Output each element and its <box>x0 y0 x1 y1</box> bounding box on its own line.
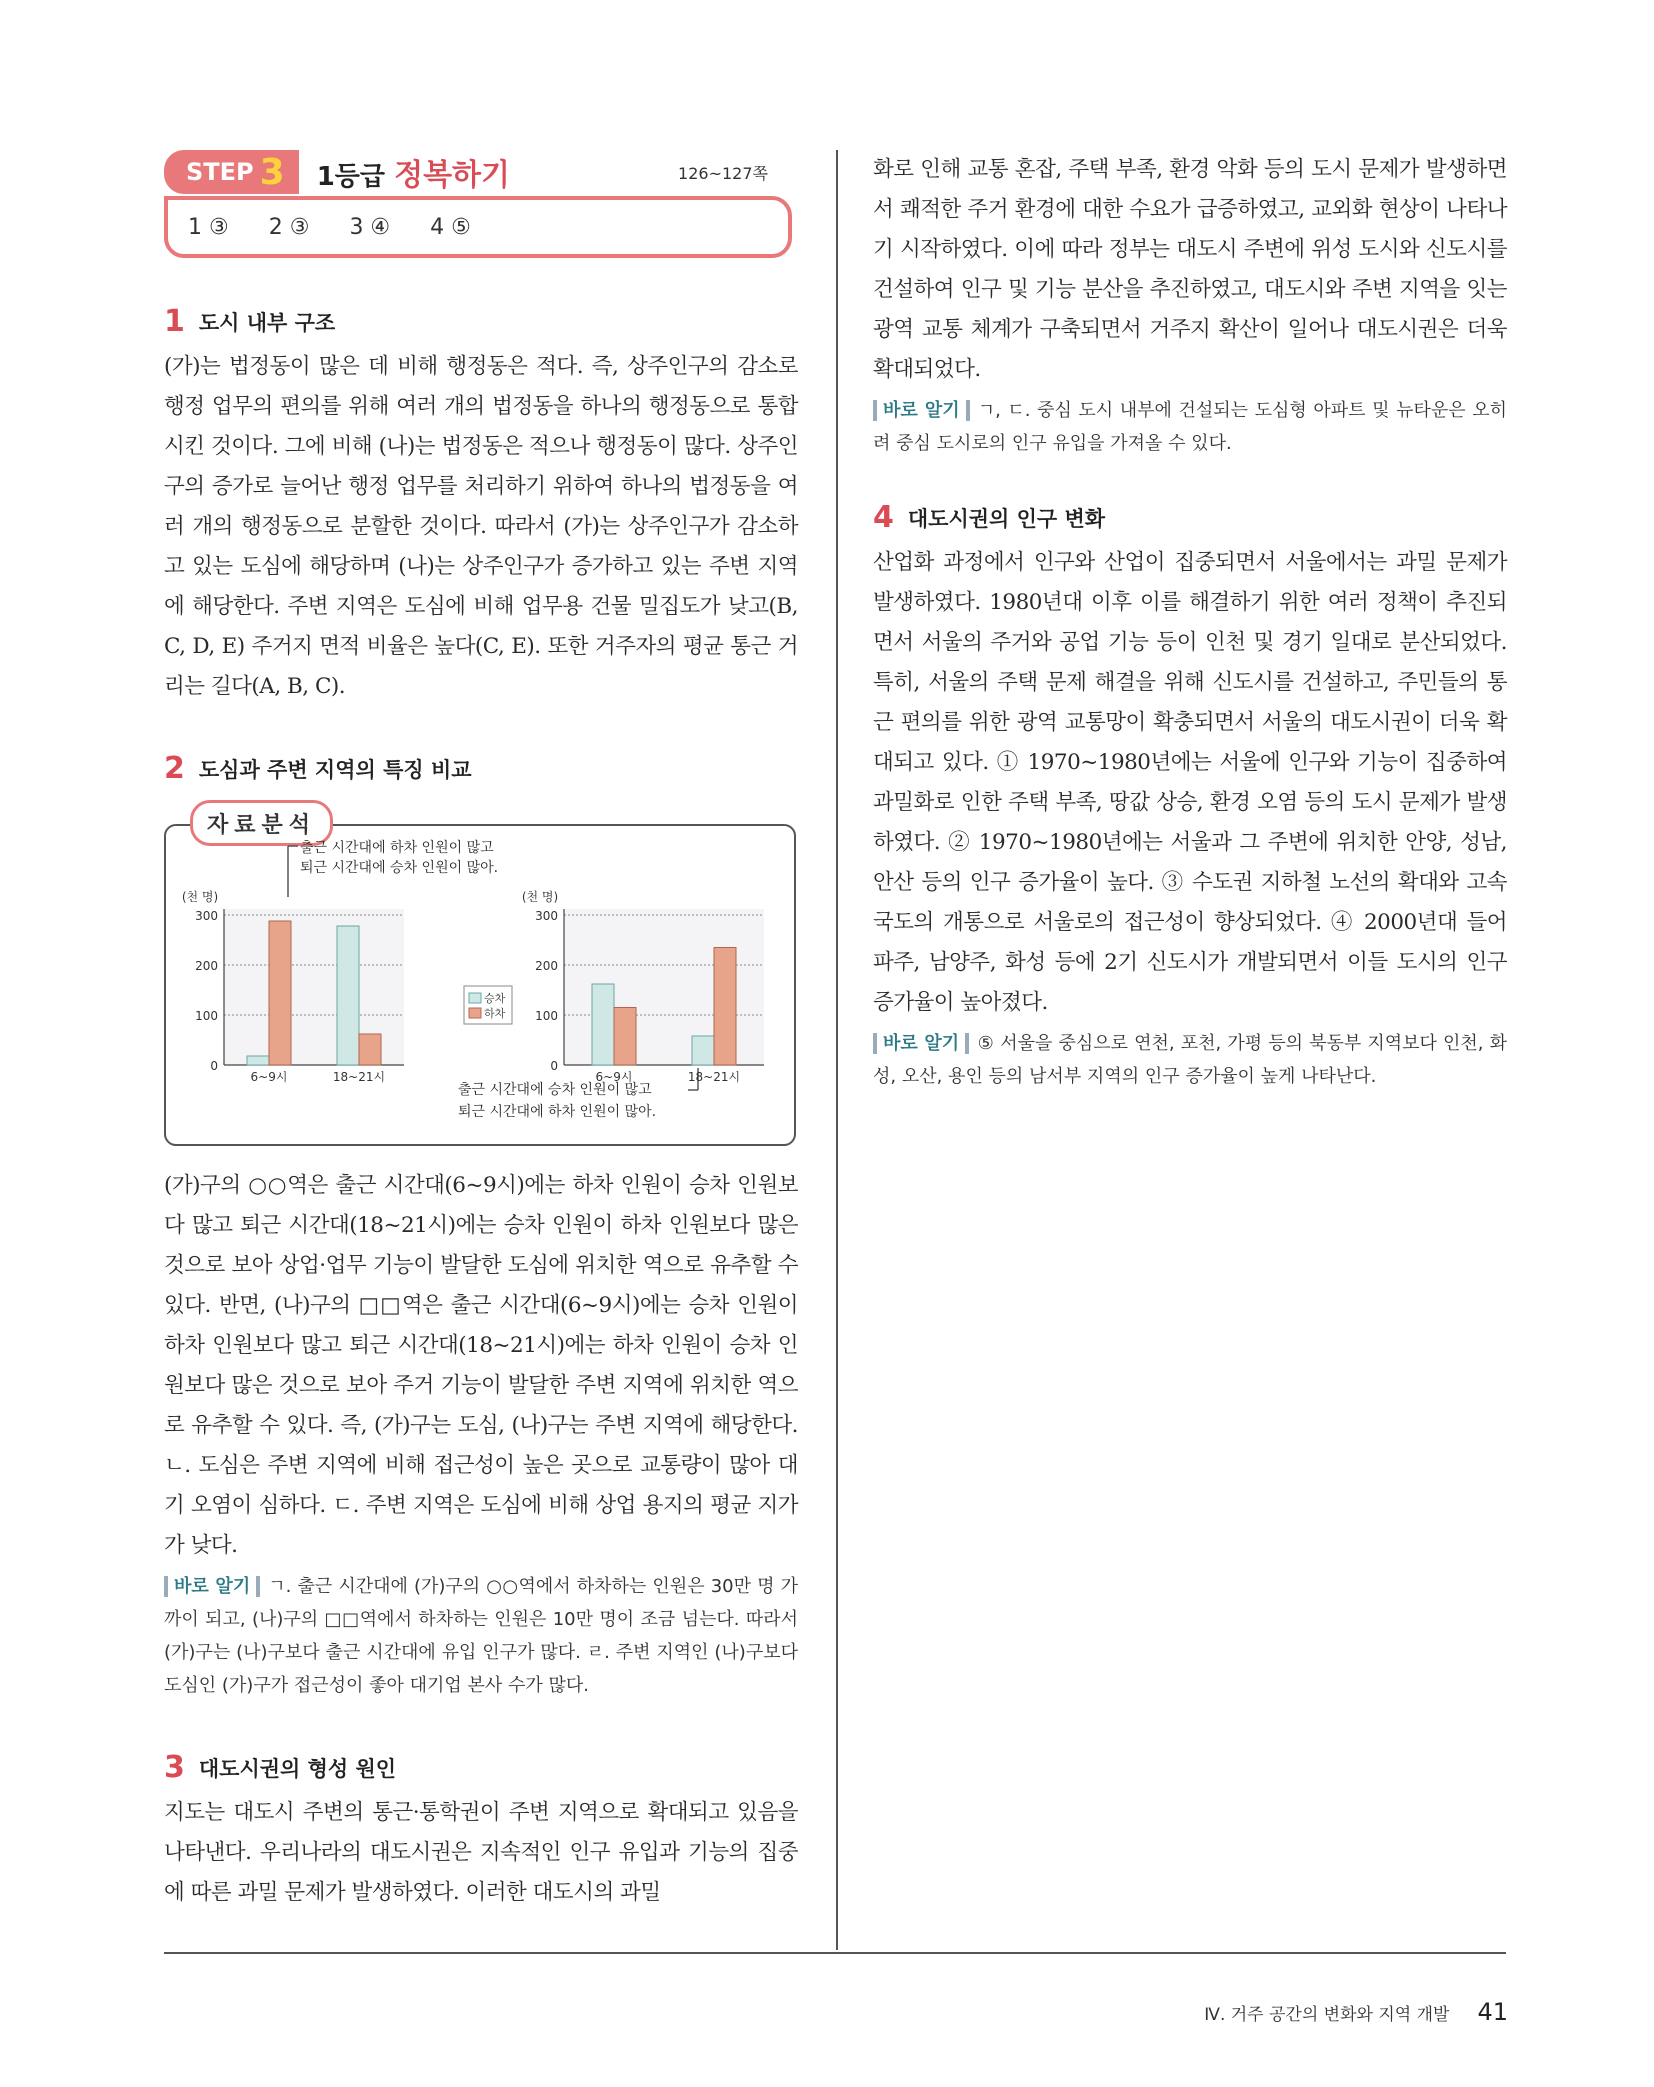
column-divider <box>836 150 838 1950</box>
figure-tag: 자료분석 <box>190 800 333 846</box>
y-tick-label: 300 <box>535 909 558 923</box>
note-tag: 바로 알기 <box>873 400 970 421</box>
answer-2: 2 ③ <box>268 214 310 240</box>
note-tag: 바로 알기 <box>164 1576 260 1597</box>
section-4-note: 바로 알기 ⑤ 서울을 중심으로 연천, 포천, 가평 등의 북동부 지역보다 인천, 화성, 오산, 용인 등의 남서부 지역의 인구 증가율이 높게 나타난다. <box>873 1033 1507 1087</box>
left-column <box>164 150 798 1913</box>
bar-승차-18~21시 <box>692 1036 714 1065</box>
step-title: 1등급 정복하기 <box>316 158 511 193</box>
step-badge: STEP 3 <box>164 150 299 194</box>
right-column <box>873 150 1507 1093</box>
x-tick-label: 6~9시 <box>250 1070 288 1084</box>
step-box <box>164 150 798 270</box>
y-tick-label: 0 <box>550 1059 558 1073</box>
section-3-body-left: 지도는 대도시 주변의 통근·통학권이 주변 지역으로 확대되고 있음을 나타낸다. 우리나라의 대도시권은 지속적인 인구 유입과 기능의 집중에 따른 과밀 문제가 발생하였다. 이러한 대도시의 과밀 <box>164 1800 798 1905</box>
y-tick-label: 100 <box>535 1009 558 1023</box>
bar-승차-18~21시 <box>337 926 359 1065</box>
bottom-rule <box>164 1952 1506 1954</box>
x-tick-label: 6~9시 <box>595 1070 633 1084</box>
data-analysis-figure <box>164 800 798 1150</box>
annotation-1-line1: 출근 시간대에 하차 인원이 많고 <box>300 840 494 856</box>
bar-승차-6~9시 <box>592 984 614 1065</box>
bar-하차-6~9시 <box>614 1008 636 1066</box>
annotation-2-line2: 퇴근 시간대에 하차 인원이 많아. <box>458 1104 657 1120</box>
answer-1: 1 ③ <box>188 214 229 240</box>
legend-board-swatch <box>469 993 481 1003</box>
x-tick-label: 18~21시 <box>332 1070 386 1084</box>
y-tick-label: 100 <box>195 1009 218 1023</box>
section-2-note: 바로 알기 ㄱ. 출근 시간대에 (가)구의 ○○역에서 하차하는 인원은 30만 명 가까이 되고, (나)구의 □□역에서 하차하는 인원은 10만 명이 조금 넘는다. 따라서 (가)구는 (나)구보다 출근 시간대에 유입 인구가 많다. ㄹ. 주변 지역인 (나)구보다 도심인 (가)구가 접근성이 좋아 대기업 본사 수가 많다. <box>164 1576 799 1696</box>
answer-4: 4 ⑤ <box>430 214 471 240</box>
annotation-2-line1: 출근 시간대에 승차 인원이 많고 <box>458 1082 652 1098</box>
legend-board-label: 승차 <box>484 992 506 1005</box>
y-tick-label: 300 <box>195 909 218 923</box>
step-pages: 126~127쪽 <box>678 163 768 183</box>
bar-하차-18~21시 <box>359 1034 381 1065</box>
section-2-body: (가)구의 ○○역은 출근 시간대(6~9시)에는 하차 인원이 승차 인원보다 많고 퇴근 시간대(18~21시)에는 승차 인원이 하차 인원보다 많은 것으로 보아 상업·업무 기능이 발달한 도심에 위치한 역으로 유추할 수 있다. 반면, (나)구의 □□역은 출근 시간대(6~9시)에는 승차 인원이 하차 인원보다 많고 퇴근 시간대(18~21시)에는 하차 인원이 승차 인원보다 많은 것으로 보아 주거 기능이 발달한 주변 지역에 위치한 역으로 유추할 수 있다. 즉, (가)구는 도심, (나)구는 주변 지역에 해당한다. ㄴ. 도심은 주변 지역에 비해 접근성이 높은 곳으로 교통량이 많아 대기 오염이 심하다. ㄷ. 주변 지역은 도심에 비해 상업 용지의 평균 지가가 낮다. <box>164 1173 798 1558</box>
section-3-body-right: 화로 인해 교통 혼잡, 주택 부족, 환경 악화 등의 도시 문제가 발생하면서 쾌적한 주거 환경에 대한 수요가 급증하였고, 교외화 현상이 나타나기 시작하였다. 이에 따라 정부는 대도시 주변에 위성 도시와 신도시를 건설하여 인구 및 기능 분산을 추진하였고, 대도시와 주변 지역을 잇는 광역 교통 체계가 구축되면서 거주지 확산이 일어나 대도시권은 더욱 확대되었다. <box>873 157 1507 382</box>
page-number: 41 <box>1477 1998 1508 2026</box>
y-tick-label: 200 <box>195 959 218 973</box>
legend-alight-swatch <box>469 1008 481 1018</box>
legend-alight-label: 하차 <box>484 1007 506 1020</box>
y-axis-unit: (천 명) <box>521 890 559 904</box>
section-4-heading: 4 대도시권의 인구 변화 <box>873 500 1106 535</box>
bar-승차-6~9시 <box>247 1056 269 1065</box>
page-footer <box>1204 1998 1508 2026</box>
y-tick-label: 0 <box>210 1059 218 1073</box>
bar-하차-18~21시 <box>714 948 736 1066</box>
boarding-chart <box>164 800 798 1150</box>
section-1-body: (가)는 법정동이 많은 데 비해 행정동은 적다. 즉, 상주인구의 감소로 행정 업무의 편의를 위해 여러 개의 법정동을 하나의 행정동으로 통합시킨 것이다. 그에 비해 (나)는 법정동은 적으나 행정동이 많다. 상주인구의 증가로 늘어난 행정 업무를 처리하기 위하여 하나의 법정동을 여러 개의 행정동으로 분할한 것이다. 따라서 (가)는 상주인구가 감소하고 있는 도심에 해당하며 (나)는 상주인구가 증가하고 있는 주변 지역에 해당한다. 주변 지역은 도심에 비해 업무용 건물 밀집도가 낮고(B, C, D, E) 주거지 면적 비율은 높다(C, E). 또한 거주자의 평균 통근 거리는 길다(A, B, C). <box>164 354 798 699</box>
y-axis-unit: (천 명) <box>181 890 219 904</box>
bar-하차-6~9시 <box>269 921 291 1065</box>
note-tag: 바로 알기 <box>873 1033 969 1054</box>
answer-3: 3 ④ <box>349 214 391 240</box>
step-number: 3 <box>259 151 285 193</box>
section-1-heading: 1 도시 내부 구조 <box>164 304 336 339</box>
section-3-note: 바로 알기 ㄱ, ㄷ. 중심 도시 내부에 건설되는 도심형 아파트 및 뉴타운은 오히려 중심 도시로의 인구 유입을 가져올 수 있다. <box>873 400 1507 454</box>
footer-section: Ⅳ. 거주 공간의 변화와 지역 개발 <box>1204 2004 1450 2025</box>
y-tick-label: 200 <box>535 959 558 973</box>
section-2-heading: 2 도심과 주변 지역의 특징 비교 <box>164 751 472 786</box>
section-3-heading: 3 대도시권의 형성 원인 <box>164 1750 397 1785</box>
x-tick-label: 18~21시 <box>687 1070 741 1084</box>
answer-key <box>164 196 792 258</box>
section-4-body: 산업화 과정에서 인구와 산업이 집중되면서 서울에서는 과밀 문제가 발생하였다. 1980년대 이후 이를 해결하기 위한 여러 정책이 추진되면서 서울의 주거와 공업 기능 등이 인천 및 경기 일대로 분산되었다. 특히, 서울의 주택 문제 해결을 위해 신도시를 건설하고, 주민들의 통근 편의를 위한 광역 교통망이 확충되면서 서울의 대도시권이 더욱 확대되고 있다. ① 1970~1980년에는 서울에 인구와 기능이 집중하여 과밀화로 인한 주택 부족, 땅값 상승, 환경 오염 등의 도시 문제가 발생하였다. ② 1970~1980년에는 서울과 그 주변에 위치한 안양, 성남, 안산 등의 인구 증가율이 높다. ③ 수도권 지하철 노선의 확대와 고속 국도의 개통으로 서울로의 접근성이 향상되었다. ④ 2000년대 들어 파주, 남양주, 화성 등에 2기 신도시가 개발되면서 이들 도시의 인구 증가율이 높아졌다. <box>873 550 1507 1015</box>
annotation-1-line2: 퇴근 시간대에 승차 인원이 많아. <box>300 860 499 876</box>
